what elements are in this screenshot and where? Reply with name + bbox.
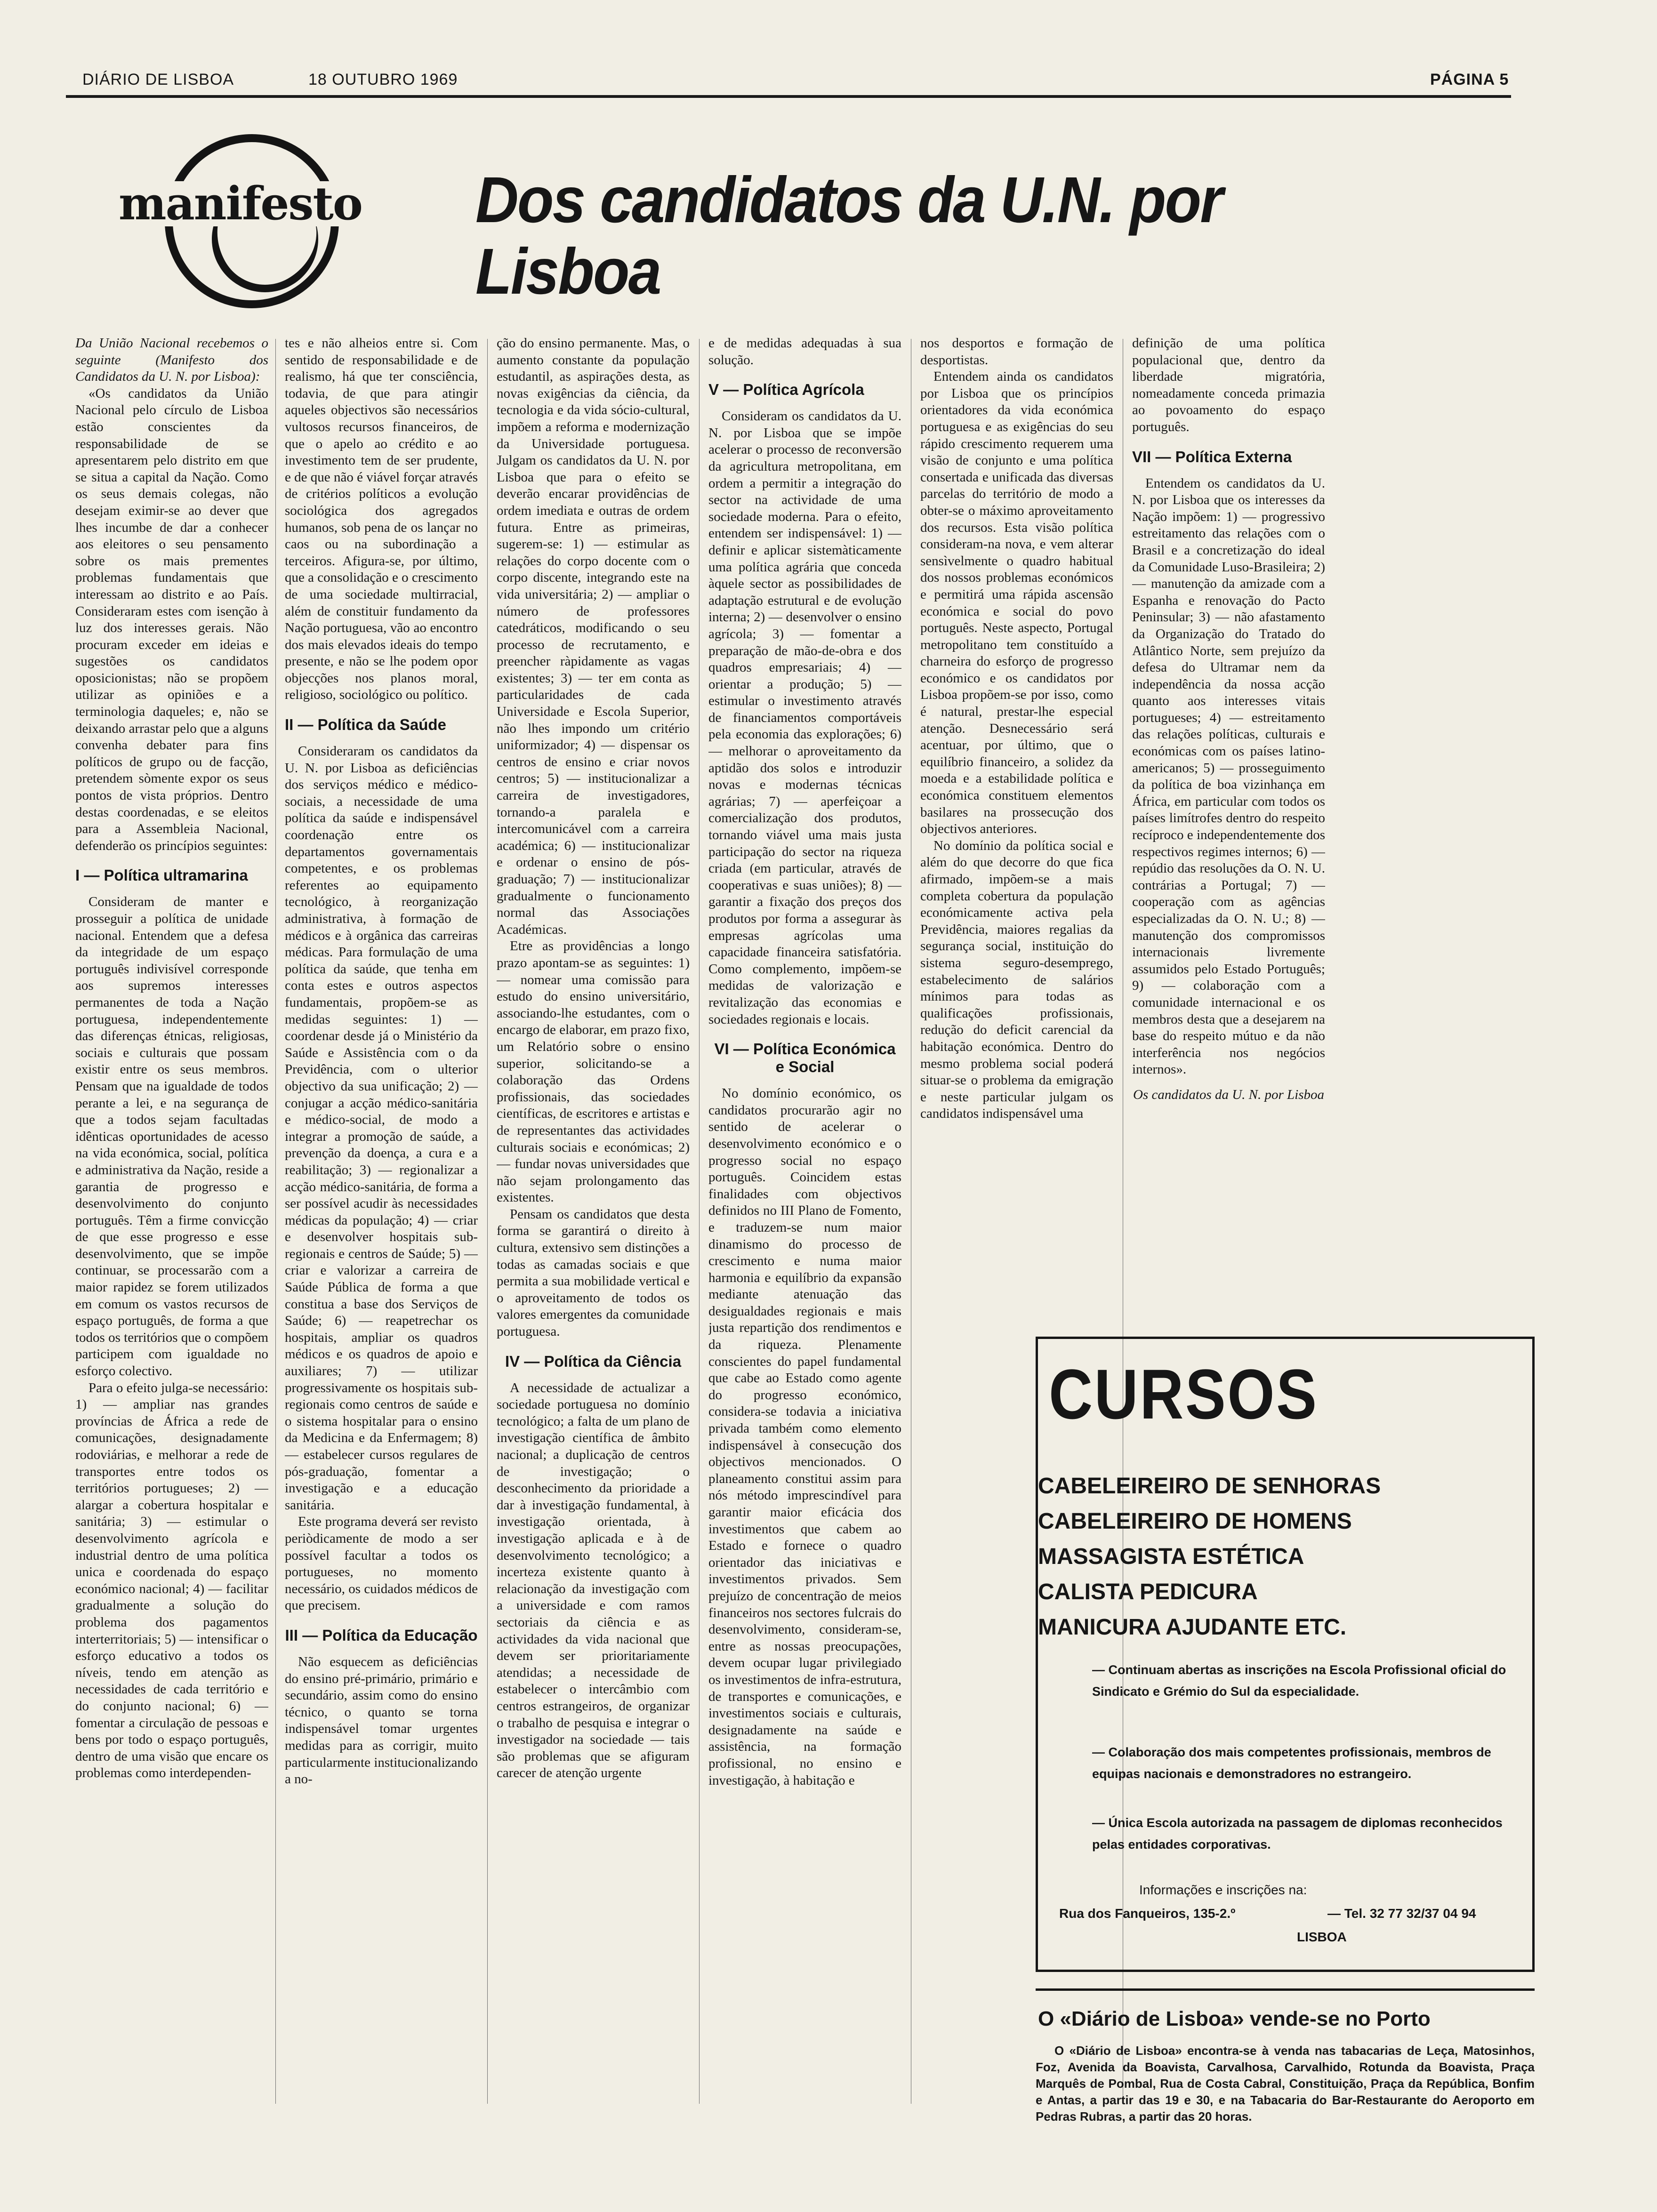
ad-course-item: CABELEIREIRO DE HOMENS	[1038, 1509, 1352, 1534]
article-paragraph: No domínio da política social e além do que decorre do que fica afirmado, impõem-se a mais completa cobertura da população económicamente activa pela Previdência, maiores regalias da segurança social, instituição do sistema seguro-desemprego, estabelecimento de salários mínimos para todas as qualificações profissionais, redução do deficit carencial da habitação económica. Dentro do mesmo problema social poderá situar-se o problema da emigração e neste particular julgam os candidatos indispensável uma	[920, 838, 1113, 1122]
article-column-3	[497, 335, 690, 2142]
article-paragraph: tes e não alheios entre si. Com sentido de responsabilidade e de realismo, há que ter consciência, todavia, de que para atingir aqueles objectivos são necessários vultosos recursos financeiros, de que o apelo ao crédito e ao investimento tem de ser prudente, e de que não é viável forçar através de critérios políticos a evolução sociológica dos agregados humanos, sob pena de os lançar no caos ou na subordinação a terceiros. Afigura-se, por último, que a consolidação e o crescimento de uma sociedade multirracial, além de constituir fundamento da Nação portuguesa, vão ao encontro dos mais elevados ideais do tempo presente, e não se lhe podem opor objecções nos planos moral, religioso, sociológico ou político.	[285, 336, 478, 703]
article-intro: Da União Nacional recebemos o seguinte (Manifesto dos Candidatos da U. N. por Lisboa):	[75, 336, 268, 385]
section-heading-saude: II — Política da Saúde	[285, 716, 446, 734]
ad-course-item: CALISTA PEDICURA	[1038, 1579, 1258, 1604]
article-column-4	[708, 335, 901, 2142]
page-number: PÁGINA 5	[1430, 71, 1509, 88]
section-heading-ciencia: IV — Política da Ciência	[505, 1352, 682, 1370]
article-paragraph: A necessidade de actualizar a sociedade portuguesa no domínio tecnológico; a falta de um plano de investigação científica de âmbito nacional; a duplicação de centros de investigação; o desconhecimento da prioridade a dar à investigação fundamental, à investigação orientada, à investigação aplicada e à de desenvolvimento tecnológico; a incerteza existente quanto à relacionação da investigação com a universidade e com ramos sectoriais da ciência e as actividades da vida nacional que devem ser prioritariamente atendidas; a necessidade de estabelecer o intercâmbio com centros estrangeiros, de organizar o trabalho de pesquisa e integrar o investigador na sociedade — tais são problemas que se afiguram carecer de atenção urgente	[497, 1380, 690, 1781]
article-paragraph: definição de uma política populacional que, dentro da liberdade migratória, nomeadamente conceda primazia ao povoamento do espaço português.	[1132, 336, 1325, 434]
article-paragraph: nos desportos e formação de desportistas.	[920, 336, 1113, 368]
article-column-1	[75, 335, 268, 2142]
paper-name: DIÁRIO DE LISBOA	[82, 71, 234, 88]
ad-course-item: MASSAGISTA ESTÉTICA	[1038, 1544, 1304, 1569]
article-paragraph: «Os candidatos da União Nacional pelo círculo de Lisboa estão conscientes da responsabilidade de se apresentarem pelo distrito em que se situa a capital da Nação. Como os seus demais colegas, não desejam eximir-se ao dever que lhes incumbe de dar a conhecer aos eleitores o seu pensamento sobre os mais prementes problemas fundamentais que interessam ao distrito e ao País. Consideraram estes com isenção à luz dos interesses gerais. Não procuram exceder em ideias e sugestões os candidatos oposicionistas; não se propõem utilizar as opiniões e a terminologia daqueles; e, não se deixando arrastar pelo que a alguns convenha debater para fins políticos de grupo ou de facção, pretendem sòmente expor os seus pontos de vista próprios. Dentro destas coordenadas, e se eleitos para a Assembleia Nacional, defenderão os princípios seguintes:	[75, 385, 268, 853]
section-heading-externa: VII — Política Externa	[1132, 448, 1292, 465]
article-paragraph: Entendem ainda os candidatos por Lisboa que os princípios orientadores da vida económica portuguesa e as exigências do seu rápido crescimento requerem uma visão de conjunto e uma política consertada e unificada das diversas parcelas do território de modo a obter-se o máximo aproveitamento dos recursos. Esta visão política consideram-na nova, e vem alterar sensìvelmente o quadro habitual dos nossos problemas económicos e permitirá uma rápida ascensão económica e social do povo português. Neste aspecto, Portugal metropolitano tem constituído a charneira do esforço de progresso económico e os candidatos por Lisboa propõem-se por isso, como é natural, prestar-lhe especial atenção. Desnecessário será acentuar, por último, que o equilíbrio financeiro, a solidez da moeda e a estabilidade política e económica constituem elementos basilares na prossecução dos objectivos anteriores.	[920, 369, 1113, 837]
article-paragraph: No domínio económico, os candidatos procurarão agir no sentido de acelerar o desenvolvimento económico e o progresso social no espaço português. Coincidem estas finalidades com objectivos definidos no III Plano de Fomento, e traduzem-se num maior dinamismo do processo de crescimento e numa maior harmonia e equilíbrio da expansão mediante atenuação das desigualdades regionais e mais justa repartição dos rendimentos e da riqueza. Plenamente conscientes do papel fundamental que cabe ao Estado como agente do progresso económico, considera-se todavia a iniciativa privada também como elemento indispensável à consecução dos objectivos mencionados. O planeamento constitui assim para nós método imprescindível para garantir maior eficácia dos investimentos que cabem ao Estado e fornece o quadro orientador das iniciativas e investimentos privados. Sem prejuízo de concentração de meios financeiros nos sectores fulcrais do desenvolvimento, consideram-se, entre as nossas preocupações, devem ocupar lugar privilegiado os investimentos de infra-estrutura, de transportes e comunicações, e investimentos sociais e culturais, designadamente na saúde e assistência, na formação profissional, no ensino e investigação, à habitação e	[708, 1086, 901, 1788]
ad-phone: — Tel. 32 77 32/37 04 94	[1327, 1906, 1476, 1921]
masthead-rule	[66, 95, 1511, 98]
article-paragraph: Consideram os candidatos da U. N. por Lisboa que se impõe acelerar o processo de reconversão da agricultura metropolitana, em ordem a permitir a integração do sector na actividade de uma sociedade moderna. Para o efeito, entendem ser indispensável: 1) — definir e aplicar sistemàticamente uma política agrária que conceda àquele sector as possibilidades de adaptação estrutural e de evolução interna; 2) — desenvolver o ensino agrícola; 3) — fomentar a preparação de mão-de-obra e dos quadros empresariais; 4) — orientar a produção; 5) — estimular o investimento através de financiamentos comportáveis pela economia das explorações; 6) — melhorar o aproveitamento da aptidão dos solos e introduzir novas e modernas técnicas agrárias; 7) — aperfeiçoar a comercialização dos produtos, tornando viável uma mais justa participação do sector na riqueza criada (em particular, através de cooperativas e suas uniões); 8) — garantir a fixação dos preços dos produtos por forma a assegurar às empresas agrícolas uma capacidade financeira satisfatória. Como complemento, impõem-se medidas de valorização e revitalização das economias e sociedades regionais e locais.	[708, 409, 901, 1027]
ad-bullet: — Única Escola autorizada na passagem de diplomas reconhecidos pelas entidades corporativas.	[1092, 1816, 1503, 1851]
column-rule	[275, 339, 276, 2104]
section-heading-agricola: V — Política Agrícola	[708, 381, 864, 399]
article-headline: Dos candidatos da U.N. por Lisboa	[475, 164, 1222, 308]
article-paragraph: Pensam os candidatos que desta forma se garantirá o direito à cultura, extensivo sem distinções a todas as camadas sociais e que permita a sua mobilidade vertical e o aproveitamento de todos os valores emergentes da comunidade portuguesa.	[497, 1206, 690, 1339]
article-paragraph: ção do ensino permanente. Mas, o aumento constante da população estudantil, as aspirações desta, as novas exigências da ciência, da tecnologia e da vida sócio-cultural, impõem a reforma e modernização da Universidade portuguesa. Julgam os candidatos da U. N. por Lisboa que para o efeito se deverão encarar providências de ordem imediata e outras de ordem futura. Entre as primeiras, sugerem-se: 1) — estimular as relações do corpo docente com o corpo discente, integrando este na vida universitária; 2) — ampliar o número de professores catedráticos, modificando o seu processo de recrutamento, e preencher ràpidamente as vagas existentes; 3) — ter em conta as particularidades de cada Universidade e Escola Superior, não lhes impondo um critério uniformizador; 4) — dispensar os centros de ensino e criar novos centros; 5) — institucionalizar a carreira de investigadores, tornando-a paralela e intercomunicável com a carreira académica; 6) — institucionalizar e ordenar o ensino de pós-graduação; 7) — institucionalizar gradualmente o funcionamento normal das Associações Académicas.	[497, 336, 690, 937]
column-rule	[699, 339, 700, 2104]
ad-city: LISBOA	[1297, 1930, 1347, 1944]
article-paragraph: Este programa deverá ser revisto periòdicamente de modo a ser possível facultar a todos os portugueses, no momento necessário, os cuidados médicos de que precisem.	[285, 1514, 478, 1613]
ad-contact-label: Informações e inscrições na:	[1139, 1883, 1307, 1897]
section-heading-economica-social: VI — Política Económica e Social	[714, 1040, 896, 1076]
section-heading-educacao: III — Política da Educação	[285, 1626, 478, 1644]
article-paragraph: Consideram de manter e prosseguir a política de unidade nacional. Entendem que a defesa da integridade de um espaço português indivisível corresponde aos supremos interesses permanentes de toda a Nação portuguesa, independentemente das diferenças étnicas, religiosas, sociais e culturais que possam existir entre os seus membros. Pensam que na igualdade de todos perante a lei, e na segurança de que a todos sejam facultadas idênticas oportunidades de acesso na vida económica, social, política e administrativa da Nação, reside a garantia de progresso e desenvolvimento do conjunto português. Têm a firme convicção de que esse progresso e esse desenvolvimento, que se impõe continuar, se processarão com a maior rapidez se forem utilizados em comum os vastos recursos de espaço português, de forma a que todos os territórios que o compõem participem com igualdade no esforço colectivo.	[75, 894, 268, 1379]
article-signature: Os candidatos da U. N. por Lisboa	[1133, 1087, 1325, 1102]
column-rule	[487, 339, 488, 2104]
manifesto-logo-word: manifesto	[117, 181, 364, 226]
ad-course-item: CABELEIREIRO DE SENHORAS	[1038, 1474, 1381, 1499]
article-column-2	[285, 335, 478, 2142]
article-paragraph: Entendem os candidatos da U. N. por Lisboa que os interesses da Nação impõem: 1) — progressivo estreitamento das relações com o Brasil e a concretização do ideal da Comunidade Luso-Brasileira; 2) — manutenção da amizade com a Espanha e renovação do Pacto Peninsular; 3) — não afastamento da Organização do Tratado do Atlântico Norte, sem prejuízo da defesa do Ultramar nem da independência da nossa acção quanto aos interesses vitais portugueses; 4) — estreitamento das relações políticas, culturais e económicas com os países latino-americanos; 5) — prosseguimento da política de boa vizinhança em África, em particular com todos os países limítrofes dentro do respeito recíproco e independentemente dos respectivos regimes internos; 6) — repúdio das resoluções da O. N. U. contrárias a Portugal; 7) — cooperação com as agências especializadas da O. N. U.; 8) — manutenção dos compromissos internacionais livremente assumidos pelo Estado Português; 9) — colaboração com a comunidade internacional e os membros desta que a desejarem na base do respeito mútuo e da não interferência nos negócios internos».	[1132, 475, 1325, 1077]
ad-porto-title: O «Diário de Lisboa» vende-se no Porto	[1038, 2007, 1431, 2030]
article-paragraph: Não esquecem as deficiências do ensino pré-primário, primário e secundário, assim como do ensino técnico, o quanto se torna indispensável tomar urgentes medidas para as corrigir, muito particularmente institucionalizando a no-	[285, 1654, 478, 1787]
article-column-5	[920, 335, 1113, 1319]
article-paragraph: Para o efeito julga-se necessário: 1) — ampliar nas grandes províncias de África a rede de comunicações, designadamente rodoviárias, e melhorar a rede de transportes entre todos os territórios portugueses; 2) — alargar a cobertura hospitalar e sanitária; 3) — estimular o desenvolvimento agrícola e industrial dentro de uma política unica e coordenada do espaço económico nacional; 4) — facilitar gradualmente a solução do problema dos pagamentos interterritoriais; 5) — intensificar o esforço educativo a todos os níveis, tendo em atenção as necessidades de cada território e do conjunto nacional; 6) — fomentar a circulação de pessoas e bens por todo o espaço português, dentro de uma visão que encare os problemas como interdependen-	[75, 1380, 268, 1781]
article-paragraph: e de medidas adequadas à sua solução.	[708, 336, 901, 368]
ad-address: Rua dos Fanqueiros, 135-2.º	[1059, 1906, 1236, 1921]
issue-date: 18 OUTUBRO 1969	[308, 71, 458, 88]
article-column-6	[1132, 335, 1325, 1319]
article-paragraph: Consideraram os candidatos da U. N. por Lisboa as deficiências dos serviços médico e médico-sociais, a necessidade de uma política da saúde e indispensável coordenação entre os departamentos governamentais competentes, e os problemas referentes ao equipamento tecnológico, à reorganização administrativa, à formação de médicos e à orgânica das carreiras médicas. Para formulação de uma política da saúde, que tenha em conta estes e outros aspectos fundamentais, propõem-se as medidas seguintes: 1) — coordenar desde já o Ministério da Saúde e Assistência com o da Previdência, com o ulterior objectivo da sua unificação; 2) — conjugar a acção médico-sanitária e médico-social, de modo a integrar a promoção de saúde, a prevenção da doença, a cura e a reabilitação; 3) — regionalizar a acção médico-sanitária, de forma a ser possível acudir às necessidades médicas da população; 4) — criar e desenvolver hospitais sub-regionais e centros de Saúde; 5) — criar e valorizar a carreira de Saúde Pública de forma a que constitua a base dos Serviços de Saúde; 6) — reapetrechar os hospitais, ampliar os quadros médicos e os quadros de apoio e auxiliares; 7) — utilizar progressivamente os hospitais sub-regionais como centros de saúde e o sistema hospitalar para o ensino da Medicina e da Enfermagem; 8) — estabelecer cursos regulares de pós-graduação, fomentar a investigação e a educação sanitária.	[285, 744, 478, 1513]
ad-bullet: — Colaboração dos mais competentes profissionais, membros de equipas nacionais e demonstradores no estrangeiro.	[1092, 1745, 1491, 1781]
ad-porto-text: O «Diário de Lisboa» encontra-se à venda nas tabacarias de Leça, Matosinhos, Foz, Avenida da Boavista, Carvalhosa, Carvalhido, Rotunda da Boavista, Praça Marquês de Pombal, Rua de Costa Cabral, Constituição, Praça da República, Bonfim e Antas, a partir das 19 e 30, e na Tabacaria do Bar-Restaurante do Aeroporto em Pedras Rubras, a partir das 20 horas.	[1036, 2044, 1535, 2124]
ad-course-item: MANICURA AJUDANTE ETC.	[1038, 1615, 1347, 1640]
ad-porto-rule	[1036, 1988, 1535, 1991]
section-heading-ultramarina: I — Política ultramarina	[75, 866, 248, 884]
ad-cursos-title: CURSOS	[1049, 1354, 1319, 1434]
article-paragraph: Etre as providências a longo prazo apontam-se as seguintes: 1) — nomear uma comissão para estudo do ensino universitário, associando-lhe estudantes, com o encargo de elaborar, em prazo fixo, um Relatório sobre o ensino superior, solicitando-se a colaboração das Ordens profissionais, das sociedades científicas, de escritores e artistas e de representantes das actividades culturais sociais e económicas; 2) — fundar novas universidades que não sejam prolongamento das existentes.	[497, 938, 690, 1205]
ad-bullet: — Continuam abertas as inscrições na Escola Profissional oficial do Sindicato e Grémio do Sul da especialidade.	[1092, 1663, 1506, 1699]
